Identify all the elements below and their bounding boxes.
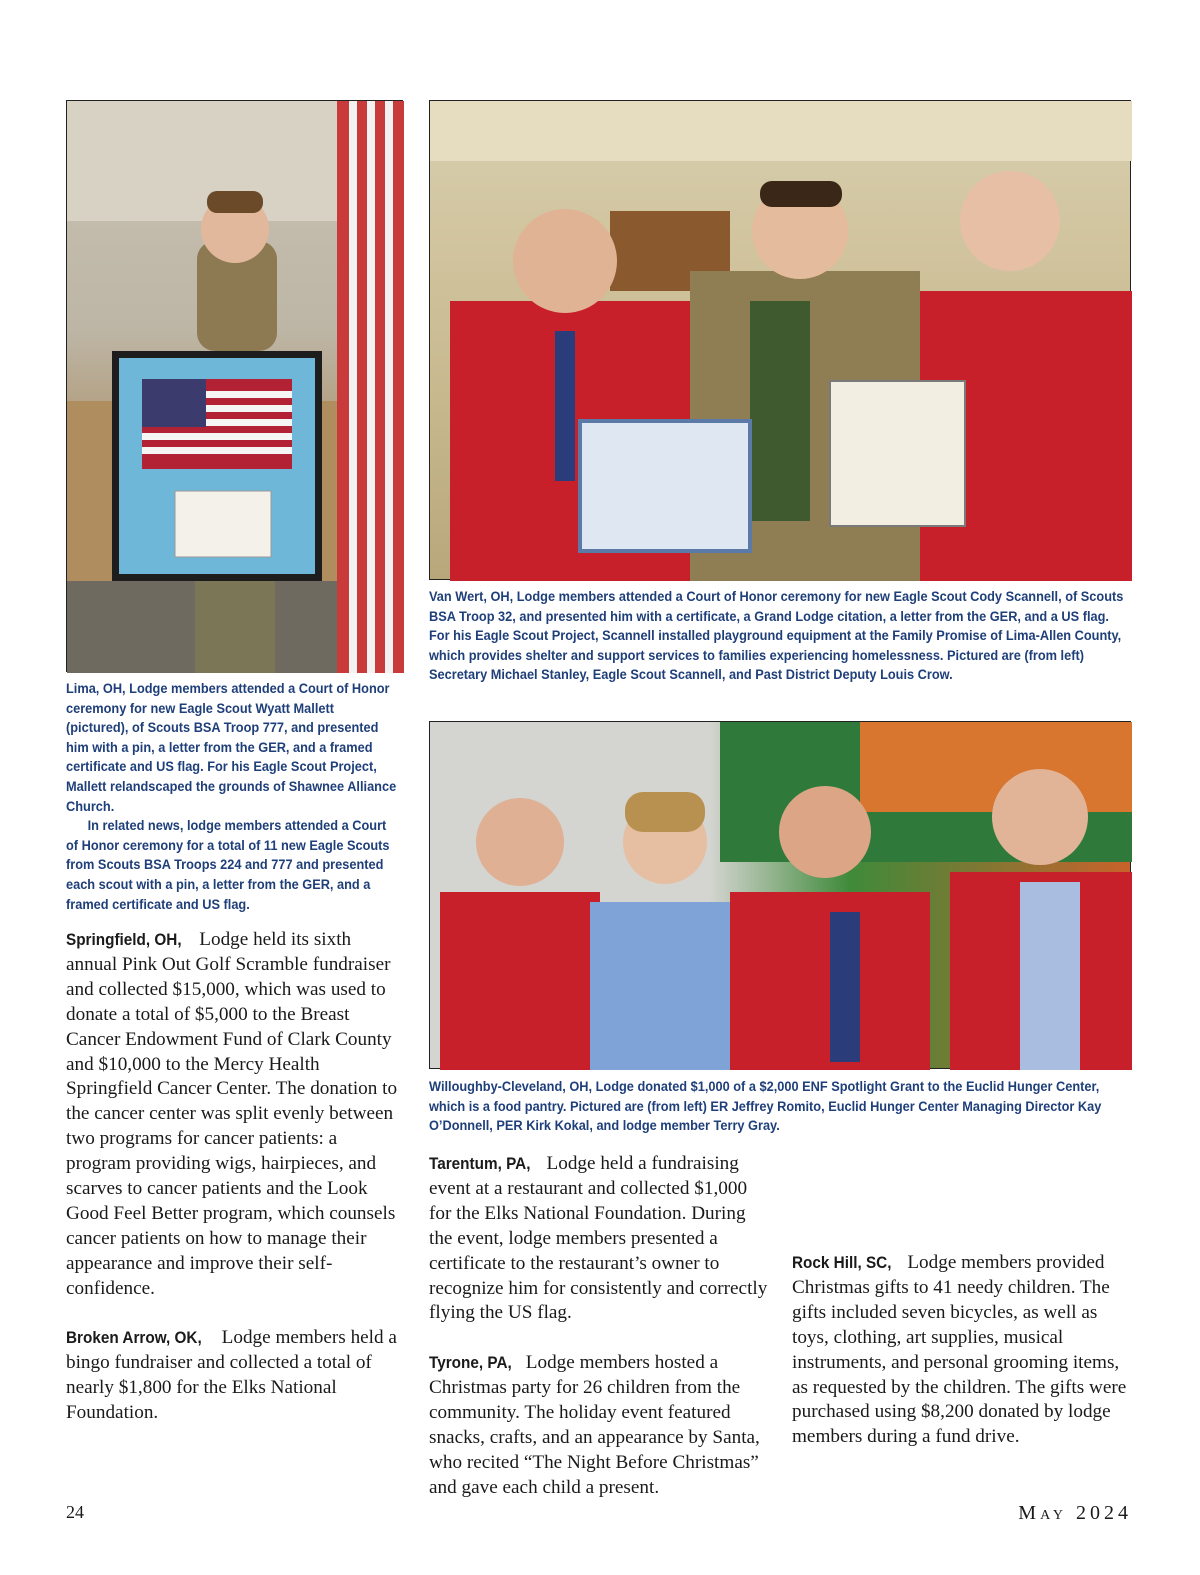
van-wert-caption-text: Lodge members attended a Court of Honor ceremony for new Eagle Scout Cody Scannell, of Scouts BSA Troop 32, and presented him with a certificate, a Grand Lodge citation, a letter from the GER, and a US flag. For his Eagle Scout Project, Scannell installed playground equipment at the Family Promise of Lima-Allen County, which provides shelter and support services to families experiencing homelessness. Pictured are (from left) Secretary Michael Stanley, Eagle Scout Scannell, and Past District Deputy Louis Crow.	[429, 589, 1124, 684]
springfield-article	[66, 928, 406, 1302]
lima-caption	[66, 680, 399, 915]
column-2-body	[429, 1152, 769, 1498]
rock-hill-article	[792, 1251, 1132, 1450]
lima-photo-art	[67, 101, 404, 673]
willoughby-caption-text: Lodge donated $1,000 of a $2,000 ENF Spotlight Grant to the Euclid Hunger Center, which is a food pantry. Pictured are (from left) ER Jeffrey Romito, Euclid Hunger Center Managing Director Kay O’Donnell, PER Kirk Kokal, and lodge member Terry Gray.	[429, 1079, 1102, 1135]
broken-arrow-article	[66, 1326, 406, 1426]
broken-arrow-text: Lodge members held a bingo fundraiser and collected a total of nearly $1,800 for the Elks National Foundation.	[66, 1327, 397, 1424]
page-number: 24	[66, 1502, 84, 1522]
issue-date: May 2024	[1018, 1502, 1132, 1524]
tyrone-article	[429, 1351, 769, 1498]
column-1-body	[66, 928, 406, 1451]
van-wert-caption	[429, 588, 1131, 686]
springfield-text: Lodge held its sixth annual Pink Out Golf Scramble fundraiser and collected $15,000, which was used to donate a total of $5,000 to the Breast Cancer Endowment Fund of Clark County and $10,000 to the Mercy Health Springfield Cancer Center. The donation to the cancer center was split evenly between two programs for cancer patients: a program providing wigs, hairpieces, and scarves to cancer patients and the Look Good Feel Better program, which counsels cancer patients on how to manage their appearance and improve their self-confidence.	[66, 929, 398, 1299]
willoughby-caption	[429, 1078, 1131, 1137]
van-wert-photo	[429, 100, 1131, 580]
rock-hill-place: Rock Hill, SC,	[792, 1253, 892, 1272]
willoughby-photo	[429, 721, 1131, 1069]
lima-caption-place: Lima, OH,	[66, 681, 126, 697]
rock-hill-text: Lodge members provided Christmas gifts to 41 needy children. The gifts included seven bicycles, as well as toys, clothing, art supplies, musical instruments, and personal grooming items, as requested by the children. The gifts were purchased using $8,200 donated by lodge members during a fund drive.	[792, 1252, 1127, 1448]
willoughby-photo-art	[430, 722, 1132, 1070]
tarentum-article	[429, 1152, 769, 1326]
springfield-place: Springfield, OH,	[66, 930, 182, 949]
van-wert-caption-place: Van Wert, OH,	[429, 589, 514, 605]
lima-caption-text2: In related news, lodge members attended a Court of Honor ceremony for a total of 11 new Eagle Scouts from Scouts BSA Troops 224 and 777 and presented each scout with a pin, a letter from the GER, and a framed certificate and US flag.	[66, 818, 390, 913]
tyrone-place: Tyrone, PA,	[429, 1353, 512, 1373]
lima-photo	[66, 100, 403, 672]
tarentum-text: Lodge held a fundraising event at a restaurant and collected $1,000 for the Elks National Foundation. During the event, lodge members presented a certificate to the restaurant’s owner to recognize him for consistently and correctly flying the US flag.	[429, 1153, 768, 1324]
lima-caption-text: Lodge members attended a Court of Honor ceremony for new Eagle Scout Wyatt Mallett (pictured), of Scouts BSA Troop 777, and presented him with a pin, a letter from the GER, and a framed certificate and US flag. For his Eagle Scout Project, Mallett relandscaped the grounds of Shawnee Alliance Church.	[66, 681, 397, 815]
van-wert-photo-art	[430, 101, 1132, 581]
tyrone-text: Lodge members hosted a Christmas party for 26 children from the community. The holiday event featured snacks, crafts, and an appearance by Santa, who recited “The Night Before Christmas” and gave each child a present.	[429, 1352, 760, 1498]
willoughby-caption-place: Willoughby-Cleveland, OH,	[429, 1079, 593, 1095]
tarentum-place: Tarentum, PA,	[429, 1154, 531, 1173]
broken-arrow-place: Broken Arrow, OK,	[66, 1328, 202, 1348]
column-3-body	[792, 1152, 1132, 1475]
